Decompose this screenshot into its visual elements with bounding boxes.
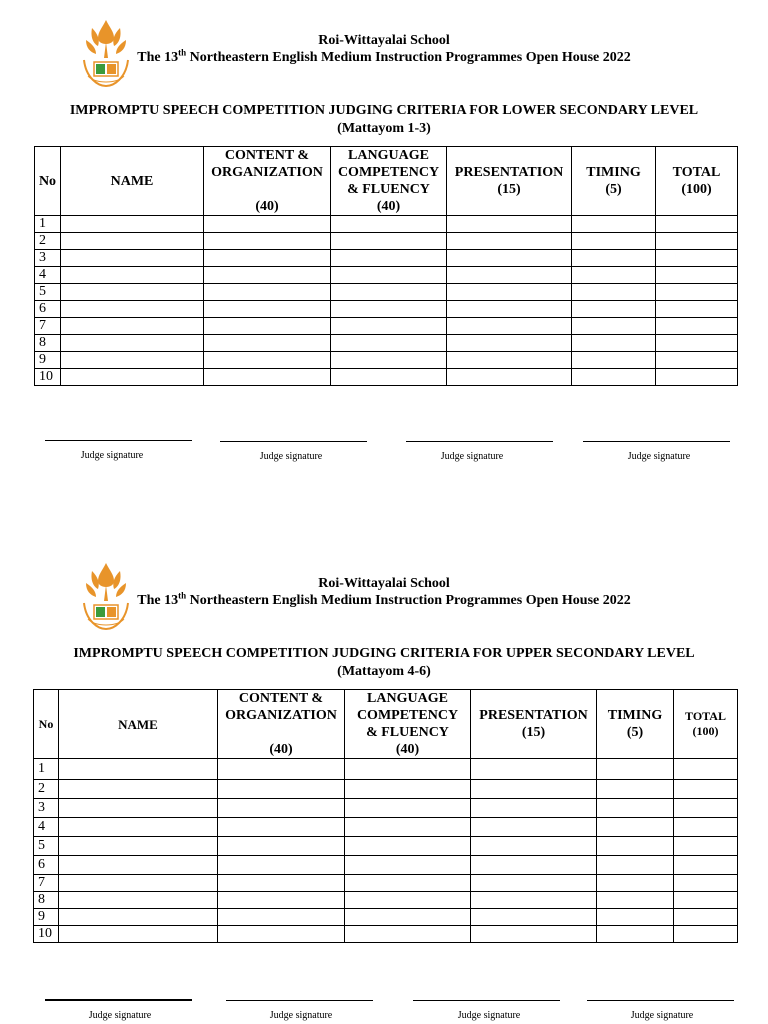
name-cell[interactable]: [61, 216, 204, 233]
row-number: 4: [35, 267, 61, 284]
name-cell[interactable]: [59, 837, 218, 856]
judge-signature-label: Judge signature: [259, 451, 323, 462]
name-cell[interactable]: [61, 335, 204, 352]
header-name: NAME: [59, 690, 218, 759]
judge-signature-label: Judge signature: [88, 1010, 152, 1021]
name-cell[interactable]: [61, 318, 204, 335]
judge-signature-label: Judge signature: [627, 451, 691, 462]
row-number: 3: [34, 799, 59, 818]
table-row: [34, 856, 738, 875]
criteria-title-upper: IMPROMPTU SPEECH COMPETITION JUDGING CRITERIA FOR UPPER SECONDARY LEVEL: [73, 646, 695, 661]
judge-signature-label: Judge signature: [457, 1010, 521, 1021]
table-row: [35, 250, 738, 267]
table-row: [35, 284, 738, 301]
row-number: 10: [35, 369, 61, 386]
table-row: [34, 780, 738, 799]
event-title: The 13th Northeastern English Medium Instruction Programmes Open House 2022: [137, 47, 631, 65]
table-row: [34, 799, 738, 818]
row-number: 8: [35, 335, 61, 352]
header-row: [34, 690, 738, 759]
row-number: 7: [35, 318, 61, 335]
name-cell[interactable]: [59, 818, 218, 837]
criteria-title-lower: IMPROMPTU SPEECH COMPETITION JUDGING CRITERIA FOR LOWER SECONDARY LEVEL: [69, 103, 699, 118]
name-cell[interactable]: [59, 926, 218, 943]
row-number: 9: [34, 909, 59, 926]
header-name: NAME: [61, 147, 204, 216]
row-number: 10: [34, 926, 59, 943]
table-row: [35, 216, 738, 233]
name-cell[interactable]: [61, 301, 204, 318]
row-number: 3: [35, 250, 61, 267]
table-row: [34, 837, 738, 856]
judge-signature-line[interactable]: [587, 1000, 734, 1001]
table-row: [34, 759, 738, 780]
judge-signature-line[interactable]: [226, 1000, 373, 1001]
judge-signature-label: Judge signature: [630, 1010, 694, 1021]
name-cell[interactable]: [61, 284, 204, 301]
event-title: The 13th Northeastern English Medium Instruction Programmes Open House 2022: [137, 590, 631, 608]
name-cell[interactable]: [59, 780, 218, 799]
row-number: 6: [35, 301, 61, 318]
row-number: 1: [35, 216, 61, 233]
header-content: CONTENT & ORGANIZATION (40): [204, 147, 331, 216]
table-row: [34, 926, 738, 943]
table-row: [35, 233, 738, 250]
criteria-subtitle-lower: (Mattayom 1-3): [337, 121, 431, 136]
header-timing: TIMING (5): [572, 147, 656, 216]
row-number: 4: [34, 818, 59, 837]
table-row: [35, 335, 738, 352]
name-cell[interactable]: [61, 369, 204, 386]
row-number: 2: [34, 780, 59, 799]
header-total: TOTAL (100): [656, 147, 738, 216]
judge-signature-line[interactable]: [583, 441, 730, 442]
school-name: Roi-Wittayalai School: [318, 33, 450, 48]
header-presentation: PRESENTATION (15): [471, 690, 597, 759]
table-row: [35, 369, 738, 386]
table-row: [35, 318, 738, 335]
judge-signature-line[interactable]: [413, 1000, 560, 1001]
name-cell[interactable]: [61, 352, 204, 369]
judge-signature-line[interactable]: [45, 999, 192, 1001]
table-row: [34, 818, 738, 837]
judge-signature-line[interactable]: [220, 441, 367, 442]
judge-signature-label: Judge signature: [269, 1010, 333, 1021]
table-row: [34, 875, 738, 892]
header-total: TOTAL (100): [674, 690, 738, 759]
row-number: 6: [34, 856, 59, 875]
row-number: 1: [34, 759, 59, 780]
judge-signature-line[interactable]: [45, 440, 192, 441]
judging-table-upper: [33, 689, 738, 943]
name-cell[interactable]: [59, 759, 218, 780]
school-name: Roi-Wittayalai School: [318, 576, 450, 591]
table-row: [35, 301, 738, 318]
judge-signature-label: Judge signature: [80, 450, 144, 461]
table-row: [34, 909, 738, 926]
header-language: LANGUAGE COMPETENCY & FLUENCY (40): [345, 690, 471, 759]
name-cell[interactable]: [59, 875, 218, 892]
name-cell[interactable]: [59, 892, 218, 909]
criteria-subtitle-upper: (Mattayom 4-6): [337, 664, 431, 679]
table-row: [35, 352, 738, 369]
header-no: No: [34, 690, 59, 759]
name-cell[interactable]: [61, 233, 204, 250]
header-no: No: [35, 147, 61, 216]
table-row: [34, 892, 738, 909]
row-number: 5: [35, 284, 61, 301]
judging-table-lower: [34, 146, 738, 386]
row-number: 8: [34, 892, 59, 909]
header-timing: TIMING (5): [597, 690, 674, 759]
row-number: 9: [35, 352, 61, 369]
table-row: [35, 267, 738, 284]
header-language: LANGUAGE COMPETENCY & FLUENCY (40): [331, 147, 447, 216]
name-cell[interactable]: [61, 267, 204, 284]
row-number: 5: [34, 837, 59, 856]
row-number: 2: [35, 233, 61, 250]
judge-signature-label: Judge signature: [440, 451, 504, 462]
row-number: 7: [34, 875, 59, 892]
name-cell[interactable]: [59, 799, 218, 818]
header-presentation: PRESENTATION (15): [447, 147, 572, 216]
name-cell[interactable]: [61, 250, 204, 267]
judge-signature-line[interactable]: [406, 441, 553, 442]
name-cell[interactable]: [59, 909, 218, 926]
name-cell[interactable]: [59, 856, 218, 875]
header-row: [35, 147, 738, 216]
header-content: CONTENT & ORGANIZATION (40): [218, 690, 345, 759]
